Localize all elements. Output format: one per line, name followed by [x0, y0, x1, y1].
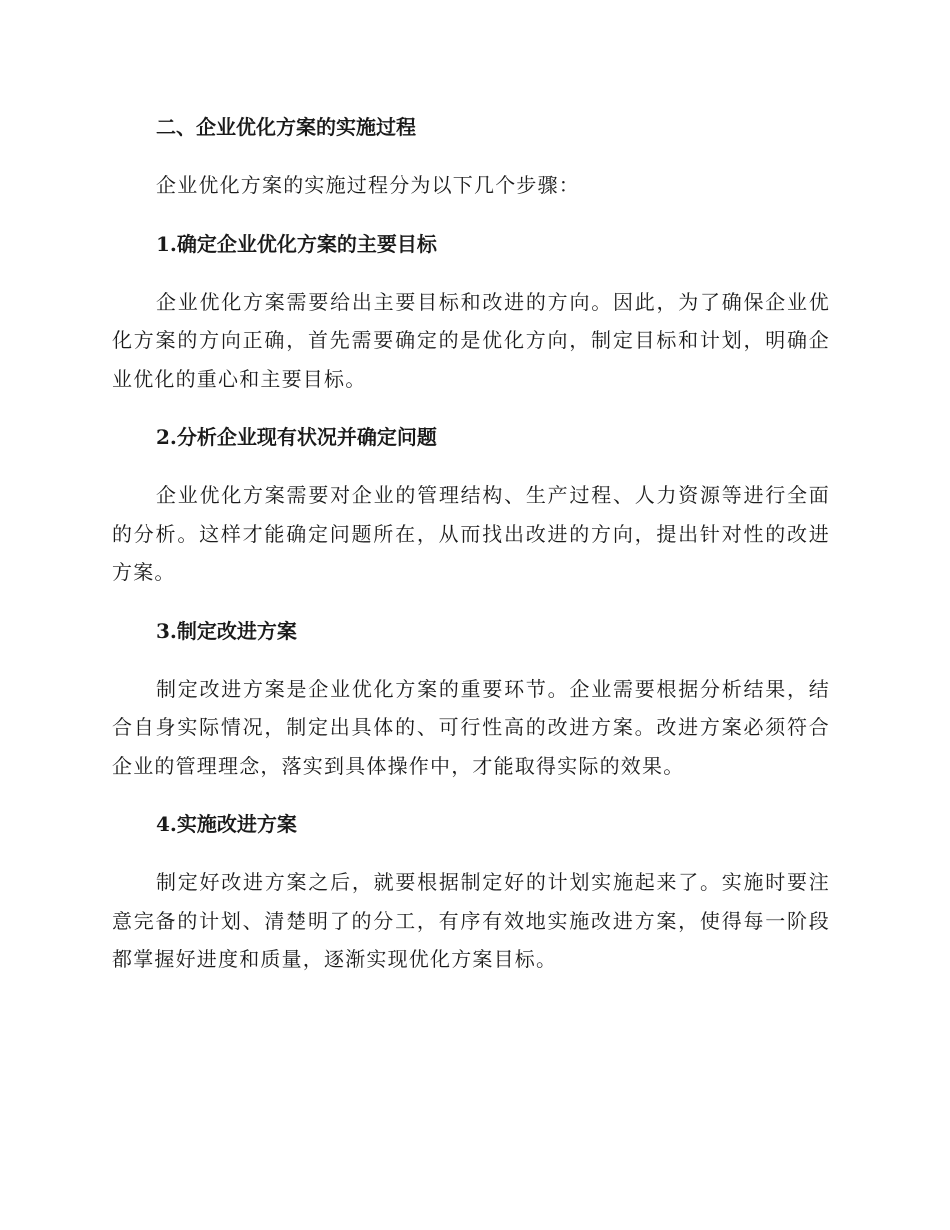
intro-paragraph: 企业优化方案的实施过程分为以下几个步骤：: [156, 173, 580, 197]
step-1-heading: 1.确定企业优化方案的主要目标: [156, 231, 437, 256]
step-2-paragraph: 企业优化方案需要对企业的管理结构、生产过程、人力资源等进行全面的分析。这样才能确定问题所在，从而找出改进的方向，提出针对性的改进方案。: [112, 483, 830, 584]
step-1-paragraph: 企业优化方案需要给出主要目标和改进的方向。因此，为了确保企业优化方案的方向正确，首先需要确定的是优化方向，制定目标和计划，明确企业优化的重心和主要目标。: [112, 289, 830, 391]
step-3-paragraph: 制定改进方案是企业优化方案的重要环节。企业需要根据分析结果，结合自身实际情况，制定出具体的、可行性高的改进方案。改进方案必须符合企业的管理理念，落实到具体操作中，才能取得实际的效果。: [112, 676, 830, 778]
section-title: 二、企业优化方案的实施过程: [156, 115, 416, 139]
step-4-paragraph: 制定好改进方案之后，就要根据制定好的计划实施起来了。实施时要注意完备的计划、清楚明了的分工，有序有效地实施改进方案，使得每一阶段都掌握好进度和质量，逐渐实现优化方案目标。: [112, 870, 830, 971]
step-2-heading: 2.分析企业现有状况并确定问题: [156, 425, 437, 449]
step-4-heading: 4.实施改进方案: [156, 812, 297, 836]
document-page: [112, 108, 830, 999]
step-3-heading: 3.制定改进方案: [156, 618, 297, 643]
